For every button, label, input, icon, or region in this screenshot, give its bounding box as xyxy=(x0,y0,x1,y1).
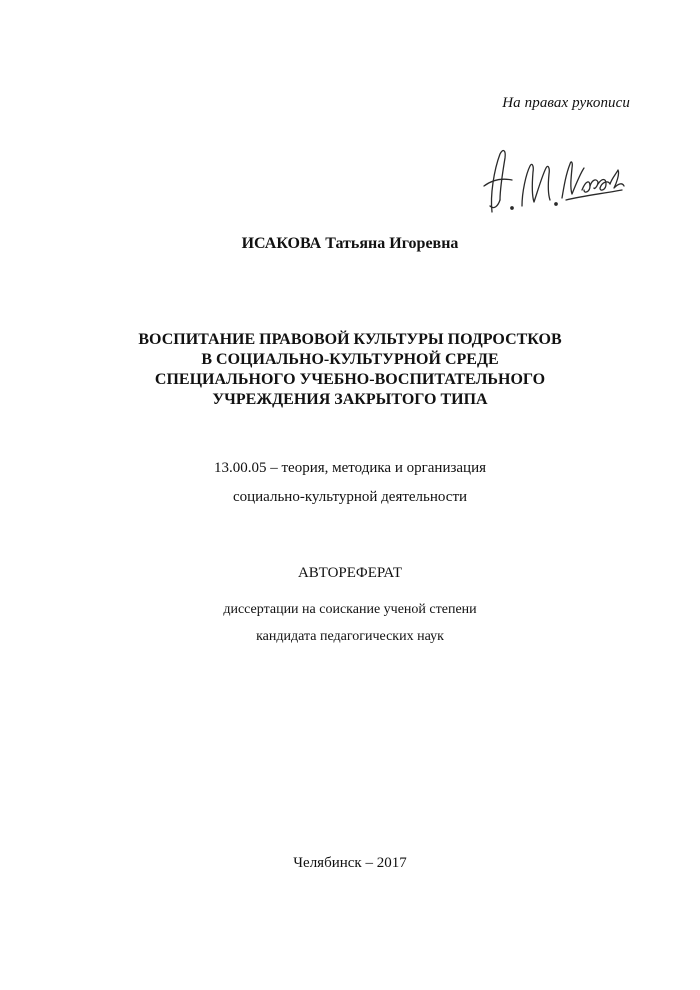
handwritten-signature xyxy=(478,140,628,222)
specialty-code-line: 13.00.05 – теория, методика и организация xyxy=(213,460,487,476)
title-line: В СОЦИАЛЬНО-КУЛЬТУРНОЙ СРЕДЕ xyxy=(201,351,499,368)
title-line: СПЕЦИАЛЬНОГО УЧЕБНО-ВОСПИТАТЕЛЬНОГО xyxy=(154,371,546,388)
rights-note: На правах рукописи xyxy=(502,95,630,111)
title-line: УЧРЕЖДЕНИЯ ЗАКРЫТОГО ТИПА xyxy=(212,391,488,408)
specialty-block xyxy=(0,454,700,512)
degree-field-line: кандидата педагогических наук xyxy=(256,629,444,644)
dissertation-title xyxy=(0,330,700,410)
degree-purpose-line: диссертации на соискание ученой степени xyxy=(223,602,477,617)
document-type: АВТОРЕФЕРАТ xyxy=(297,565,403,581)
specialty-name-line: социально-культурной деятельности xyxy=(232,489,468,505)
city-year: Челябинск – 2017 xyxy=(293,855,407,871)
author-name: ИСАКОВА Татьяна Игоревна xyxy=(241,235,459,252)
degree-block xyxy=(0,596,700,650)
title-line: ВОСПИТАНИЕ ПРАВОВОЙ КУЛЬТУРЫ ПОДРОСТКОВ xyxy=(138,331,562,348)
